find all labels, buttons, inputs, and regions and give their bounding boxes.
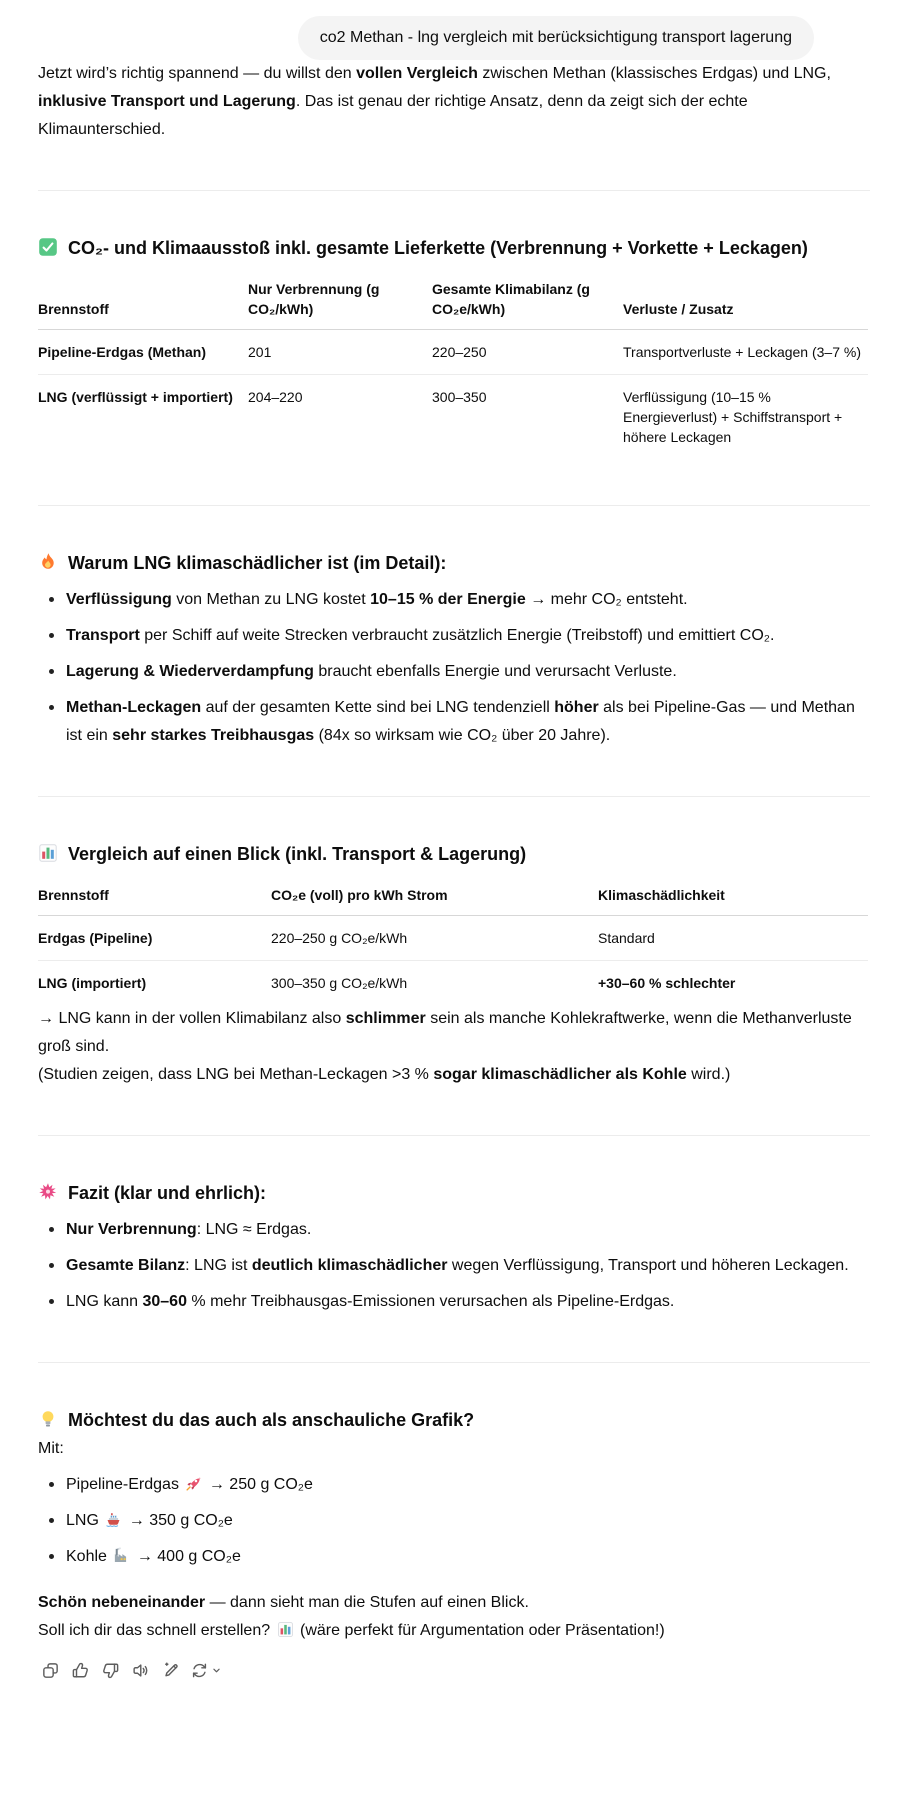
- table-header-row: [38, 885, 868, 916]
- list-item: Pipeline-Erdgas → 250 g CO₂e: [38, 1471, 870, 1499]
- column-header: Brennstoff: [38, 887, 109, 903]
- copy-button[interactable]: [38, 1657, 62, 1683]
- column-header: Verluste / Zusatz: [623, 301, 734, 317]
- table-cell: Standard: [598, 930, 655, 946]
- grafik-outro: [38, 1589, 870, 1645]
- factory-emoji: [113, 1547, 130, 1564]
- chevron-down-icon: [210, 1664, 223, 1677]
- list-item: Nur Verbrennung: LNG ≈ Erdgas.: [38, 1216, 870, 1244]
- collision-emoji: [38, 1182, 58, 1202]
- light-bulb-emoji: [38, 1409, 58, 1429]
- section-divider: [38, 505, 870, 506]
- grafik-outro-line2: Soll ich dir das schnell erstellen? (wäre perfekt für Argumentation oder Präsentation!): [38, 1622, 665, 1639]
- warum-title: Warum LNG klimaschädlicher ist (im Detail):: [68, 553, 447, 573]
- grafik-bullet-list: [38, 1471, 870, 1571]
- user-message-row: [38, 16, 870, 60]
- table-cell: 300–350 g CO₂e/kWh: [271, 975, 408, 991]
- column-header: Brennstoff: [38, 301, 109, 317]
- grafik-heading: [38, 1405, 870, 1435]
- grafik-outro-line1: Schön nebeneinander — dann sieht man die Stufen auf einen Blick.: [38, 1594, 529, 1611]
- list-item: Gesamte Bilanz: LNG ist deutlich klimaschädlicher wegen Verflüssigung, Transport und höheren Leckagen.: [38, 1252, 870, 1280]
- column-header: Nur Verbrennung (g CO₂/kWh): [248, 281, 380, 317]
- vergleich-note: → LNG kann in der vollen Klimabilanz also schlimmer sein als manche Kohlekraftwerke, wenn die Methanverluste groß sind.: [38, 1010, 852, 1055]
- warum-heading: [38, 548, 870, 578]
- speaker-icon: [131, 1661, 150, 1680]
- section-grafik: [38, 1405, 870, 1645]
- list-item: Lagerung & Wiederverdampfung braucht ebenfalls Energie und verursacht Verluste.: [38, 658, 870, 686]
- fazit-heading: [38, 1178, 870, 1208]
- column-header: Gesamte Klimabilanz (g CO₂e/kWh): [432, 281, 590, 317]
- list-item: Transport per Schiff auf weite Strecken verbraucht zusätzlich Energie (Treibstoff) und emittiert CO₂.: [38, 622, 870, 650]
- table-cell: LNG (importiert): [38, 975, 147, 991]
- list-item: Verflüssigung von Methan zu LNG kostet 10–15 % der Energie → mehr CO₂ entsteht.: [38, 586, 870, 614]
- section-divider: [38, 190, 870, 191]
- lieferkette-heading: [38, 233, 870, 263]
- check-mark-emoji: [38, 237, 58, 257]
- lieferkette-title: CO₂- und Klimaausstoß inkl. gesamte Lieferkette (Verbrennung + Vorkette + Leckagen): [68, 238, 808, 258]
- vergleich-table: [38, 885, 868, 1005]
- copy-icon: [41, 1661, 60, 1680]
- bar-chart-emoji: [38, 843, 58, 863]
- lieferkette-table: [38, 279, 868, 459]
- ship-emoji: [105, 1511, 122, 1528]
- table-cell: Verflüssigung (10–15 % Energieverlust) + Schiffstransport + höhere Leckagen: [623, 389, 843, 445]
- table-cell: Pipeline-Erdgas (Methan): [38, 344, 207, 360]
- edit-in-canvas-button[interactable]: [158, 1657, 182, 1683]
- table-cell: 220–250: [432, 344, 487, 360]
- table-cell: Transportverluste + Leckagen (3–7 %): [623, 344, 861, 360]
- fazit-title: Fazit (klar und ehrlich):: [68, 1183, 267, 1203]
- vergleich-heading: [38, 839, 870, 869]
- table-row: [38, 961, 868, 1006]
- thumbs-up-icon: [71, 1661, 90, 1680]
- message-actions: [38, 1657, 870, 1683]
- table-row: [38, 375, 868, 460]
- table-cell: 204–220: [248, 389, 303, 405]
- vergleich-note-studien: (Studien zeigen, dass LNG bei Methan-Leckagen >3 % sogar klimaschädlicher als Kohle wird.): [38, 1066, 731, 1083]
- section-lieferkette: [38, 233, 870, 459]
- fazit-bullet-list: [38, 1216, 870, 1316]
- fire-emoji: [38, 552, 58, 572]
- table-cell: 201: [248, 344, 272, 360]
- column-header: Klimaschädlichkeit: [598, 887, 725, 903]
- section-divider: [38, 1135, 870, 1136]
- thumbs-down-icon: [101, 1661, 120, 1680]
- table-header-row: [38, 279, 868, 330]
- table-row: [38, 330, 868, 375]
- warum-bullet-list: [38, 586, 870, 750]
- bar-chart-emoji: [277, 1621, 294, 1638]
- try-again-button[interactable]: [188, 1657, 225, 1683]
- list-item: Kohle → 400 g CO₂e: [38, 1543, 870, 1571]
- section-warum: [38, 548, 870, 750]
- good-response-button[interactable]: [68, 1657, 92, 1683]
- read-aloud-button[interactable]: [128, 1657, 152, 1683]
- table-cell: Erdgas (Pipeline): [38, 930, 153, 946]
- section-divider: [38, 796, 870, 797]
- bad-response-button[interactable]: [98, 1657, 122, 1683]
- table-cell: +30–60 % schlechter: [598, 975, 736, 991]
- list-item: Methan-Leckagen auf der gesamten Kette sind bei LNG tendenziell höher als bei Pipeline-Gas — und Methan ist ein sehr starkes Treibhausgas (84x so wirksam wie CO₂ über 20 Jahre).: [38, 694, 870, 750]
- list-item: LNG kann 30–60 % mehr Treibhausgas-Emissionen verursachen als Pipeline-Erdgas.: [38, 1288, 870, 1316]
- rocket-emoji: [185, 1475, 202, 1492]
- grafik-lead: Mit:: [38, 1440, 64, 1457]
- table-cell: 300–350: [432, 389, 487, 405]
- edit-pencil-icon: [161, 1661, 180, 1680]
- refresh-icon: [190, 1661, 209, 1680]
- column-header: CO₂e (voll) pro kWh Strom: [271, 887, 448, 903]
- vergleich-title: Vergleich auf einen Blick (inkl. Transport & Lagerung): [68, 844, 527, 864]
- section-fazit: [38, 1178, 870, 1316]
- table-row: [38, 916, 868, 961]
- section-vergleich: [38, 839, 870, 1089]
- table-cell: LNG (verflüssigt + importiert): [38, 389, 233, 405]
- table-cell: 220–250 g CO₂e/kWh: [271, 930, 408, 946]
- list-item: LNG → 350 g CO₂e: [38, 1507, 870, 1535]
- grafik-title: Möchtest du das auch als anschauliche Grafik?: [68, 1410, 475, 1430]
- user-message-bubble: co2 Methan - lng vergleich mit berücksichtigung transport lagerung: [298, 16, 814, 60]
- intro-paragraph: Jetzt wird’s richtig spannend — du willst den vollen Vergleich zwischen Methan (klassisches Erdgas) und LNG, inklusive Transport und Lagerung. Das ist genau der richtige Ansatz, denn da zeigt sich der echte Klimaunterschied.: [38, 65, 831, 138]
- section-divider: [38, 1362, 870, 1363]
